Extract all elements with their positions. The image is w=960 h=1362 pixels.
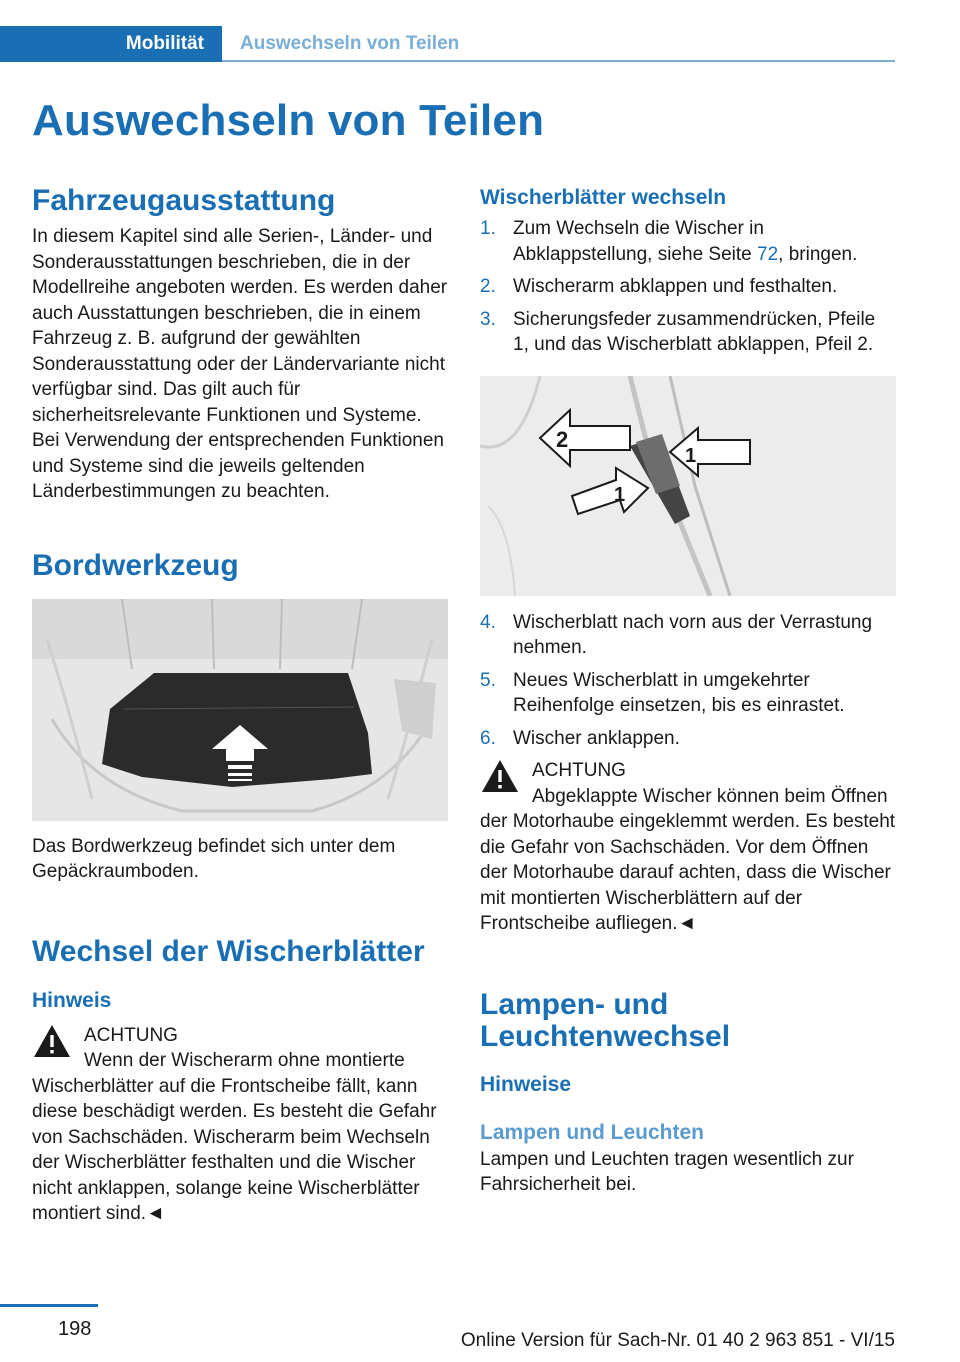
- step-text-end: , bringen.: [778, 243, 858, 265]
- step-item: [480, 726, 896, 752]
- heading-wischerblaetter-wechseln: Wischerblätter wechseln: [480, 186, 727, 209]
- step-item: [480, 668, 896, 719]
- step-text: Wischerblatt nach vorn aus der Verrastung nehmen.: [513, 611, 873, 658]
- left-column: [32, 184, 450, 1227]
- footer-online-version: Online Version für Sach-Nr. 01 40 2 963 851 - VI/15: [460, 1330, 895, 1351]
- arrow-2-label: 2: [556, 426, 569, 452]
- step-item: [480, 216, 896, 267]
- page-number: 198: [58, 1318, 92, 1340]
- trunk-illustration: [32, 599, 448, 821]
- step-text: Wischer anklappen.: [513, 727, 680, 749]
- arrow-1-label-left: 1: [614, 483, 626, 506]
- trunk-figure: [32, 599, 448, 821]
- header-rule: [222, 60, 895, 62]
- step-number: 5.: [480, 669, 496, 691]
- step-text: Neues Wischerblatt in umgekehrter Reihenfolge einsetzen, bis es einrastet.: [513, 669, 845, 716]
- page-title: Auswechseln von Teilen: [32, 96, 545, 145]
- footer-rule: [0, 1304, 98, 1307]
- warning-block-wischerarm: [32, 1023, 450, 1227]
- step-text: Wischerarm abklappen und festhalten.: [513, 276, 838, 297]
- header-section-title[interactable]: Auswechseln von Teilen: [240, 33, 460, 54]
- warning-block-motorhaube: [480, 758, 896, 937]
- step-number: 3.: [480, 308, 496, 330]
- heading-wechsel-wischerblaetter: Wechsel der Wischerblätter: [32, 934, 425, 968]
- heading-hinweise: Hinweise: [480, 1072, 572, 1096]
- step-item: [480, 307, 896, 358]
- heading-bordwerkzeug: Bordwerkzeug: [32, 548, 239, 582]
- step-number: 4.: [480, 611, 496, 633]
- step-text: Zum Wechseln die Wischer in Abklappstellung, siehe Seite: [513, 218, 764, 265]
- paragraph-lampen: Lampen und Leuchten tragen wesentlich zur Fahrsicherheit bei.: [480, 1148, 854, 1195]
- header-chapter-label: Mobilität: [125, 33, 204, 54]
- steps-list-1: [480, 216, 896, 358]
- right-column: [480, 184, 896, 1198]
- heading-hinweis: Hinweis: [32, 988, 112, 1012]
- step-text: Sicherungsfeder zusammendrücken, Pfeile 1, und das Wischerblatt abklappen, Pfeil 2.: [513, 308, 876, 355]
- wiper-figure: [480, 376, 896, 596]
- warning-icon: [480, 758, 520, 794]
- warning-title: ACHTUNG: [84, 1024, 178, 1046]
- step-item: [480, 610, 896, 661]
- steps-list-2: [480, 610, 896, 752]
- step-number: 1.: [480, 218, 496, 239]
- step-item: [480, 274, 896, 300]
- wiper-illustration: [480, 376, 896, 596]
- warning-title: ACHTUNG: [532, 760, 626, 781]
- heading-lampen-und-leuchten: Lampen und Leuchten: [480, 1120, 705, 1144]
- paragraph-fahrzeugausstattung: In diesem Kapitel sind alle Serien-, Länder- und Sonderausstattungen beschrieben, die in der Modellreihe angeboten werden. Es werden daher auch Ausstattungen beschrieben, die in einem Fahrzeug z. B. aufgrund der gewählten Sonderausstattung oder der Ländervariante nicht verfügbar sind. Das gilt auch für sicherheitsrelevante Funktionen und Systeme. Bei Verwendung der entsprechenden Funktionen und Systeme sind die jeweils geltenden Länderbestimmungen zu beachten.: [32, 226, 448, 502]
- heading-fahrzeugausstattung: Fahrzeugausstattung: [32, 184, 336, 217]
- arrow-1-label-right: 1: [685, 444, 697, 467]
- paragraph-bordwerkzeug: Das Bordwerkzeug befindet sich unter dem Gepäckraumboden.: [32, 835, 396, 882]
- step-number: 2.: [480, 276, 496, 297]
- warning-text: Wenn der Wischerarm ohne montierte Wischerblätter auf die Frontscheibe fällt, kann diese beschädigt werden. Es besteht die Gefahr von Sachschäden. Wischerarm beim Wechseln der Wischerblätter festhalten und die Wischer nicht anklappen, solange keine Wischerblätter montiert sind.◄: [32, 1050, 437, 1224]
- warning-text: Abgeklappte Wischer können beim Öffnen der Motorhaube eingeklemmt werden. Es besteht die Gefahr von Sachschäden. Vor dem Öffnen der Motorhaube darauf achten, dass die Wischer mit montierten Wischerblättern auf der Frontscheibe aufliegen.◄: [480, 785, 896, 934]
- warning-icon: [32, 1023, 72, 1059]
- heading-lampen-leuchtenwechsel: Lampen- und Leuchtenwechsel: [480, 987, 731, 1053]
- step-number: 6.: [480, 727, 496, 749]
- page-link-72[interactable]: 72: [757, 243, 779, 265]
- header-chapter-tab[interactable]: [0, 26, 222, 62]
